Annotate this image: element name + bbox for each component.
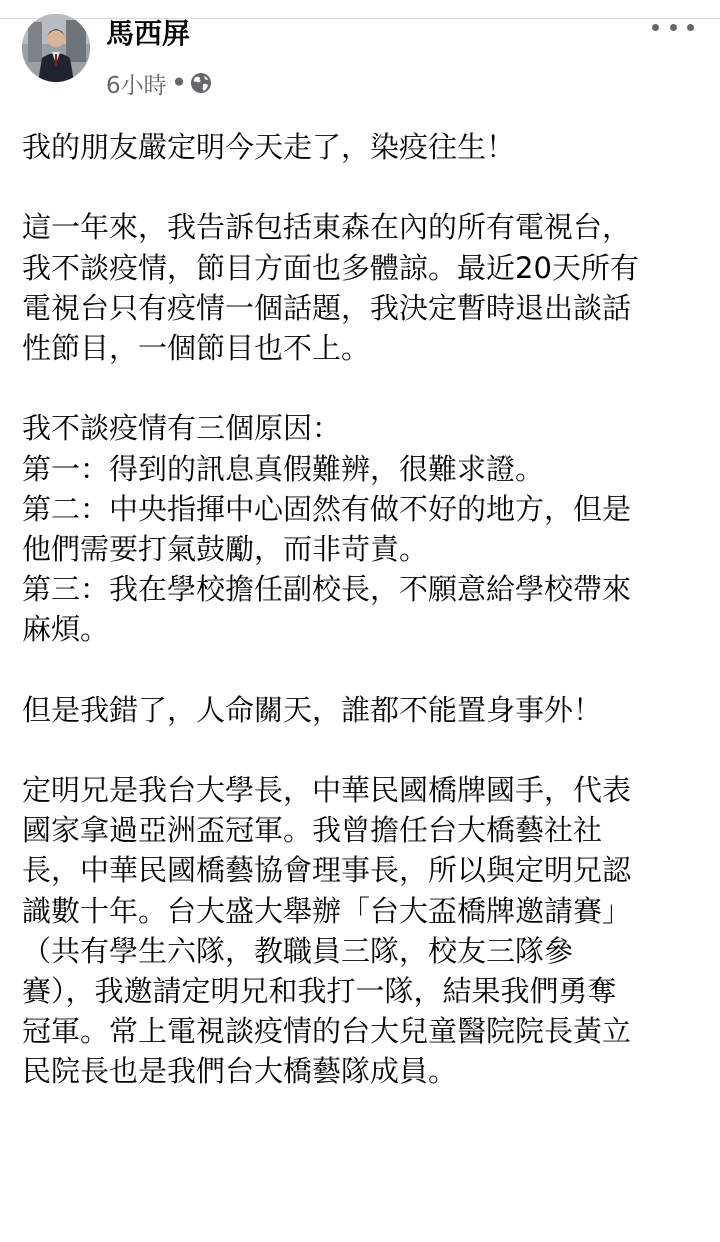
post-text-line: 賽），我邀請定明兄和我打一隊，結果我們勇奪	[22, 973, 617, 1008]
post-text-line: （共有學生六隊，教職員三隊，校友三隊參	[22, 933, 574, 968]
post-text-line: 性節目，一個節目也不上。	[22, 330, 371, 365]
paragraph-spacer	[22, 649, 712, 689]
avatar[interactable]	[22, 14, 90, 82]
paragraph-spacer	[22, 167, 712, 207]
post-text-line: 第一：得到的訊息真假難辨，很難求證。	[22, 451, 545, 486]
post-text-line: 定明兄是我台大學長，中華民國橋牌國手，代表	[22, 773, 632, 807]
post-timestamp[interactable]: 6小時	[106, 72, 167, 99]
post-text-line: 我不談疫情有三個原因：	[22, 411, 342, 446]
post-meta	[106, 66, 212, 100]
post-text-line: 識數十年。台大盛大舉辦「台大盃橋牌邀請賽」	[22, 893, 632, 928]
more-dot-icon	[687, 24, 694, 31]
post-body	[22, 127, 712, 1092]
post-text-line: 民院長也是我們台大橋藝隊成員。	[22, 1054, 458, 1089]
post-text-line: 冠軍。常上電視談疫情的台大兒童醫院院長黃立	[22, 1014, 632, 1049]
paragraph-spacer	[22, 368, 712, 408]
post-text-line: 第二：中央指揮中心固然有做不好的地方，但是	[22, 491, 632, 526]
post-text-line: 長，中華民國橋藝協會理事長，所以與定明兄認	[22, 853, 632, 888]
post-text-line: 他們需要打氣鼓勵，而非苛責。	[22, 531, 429, 566]
post-text-line: 國家拿過亞洲盃冠軍。我曾擔任台大橋藝社社	[22, 813, 603, 848]
post-text-line: 這一年來，我告訴包括東森在內的所有電視台，	[22, 210, 632, 245]
paragraph-spacer	[22, 730, 712, 770]
globe-icon[interactable]	[190, 72, 212, 94]
post-header	[0, 0, 720, 110]
more-dot-icon	[652, 24, 659, 31]
post-text-line: 麻煩。	[22, 612, 110, 647]
post-text-line: 我的朋友嚴定明今天走了，染疫往生！	[22, 130, 516, 164]
post-text-line: 我不談疫情，節目方面也多體諒。最近20天所有	[22, 250, 639, 285]
post-text-line: 第三：我在學校擔任副校長，不願意給學校帶來	[22, 572, 632, 607]
post-text-line: 電視台只有疫情一個話題，我決定暫時退出談話	[22, 290, 632, 325]
more-dot-icon	[670, 24, 677, 31]
post-text-line: 但是我錯了，人命關天，誰都不能置身事外！	[22, 692, 603, 727]
meta-separator: •	[171, 70, 187, 96]
more-options-icon[interactable]	[652, 14, 694, 40]
avatar-photo	[22, 14, 90, 82]
author-name[interactable]: 馬西屏	[106, 17, 191, 50]
